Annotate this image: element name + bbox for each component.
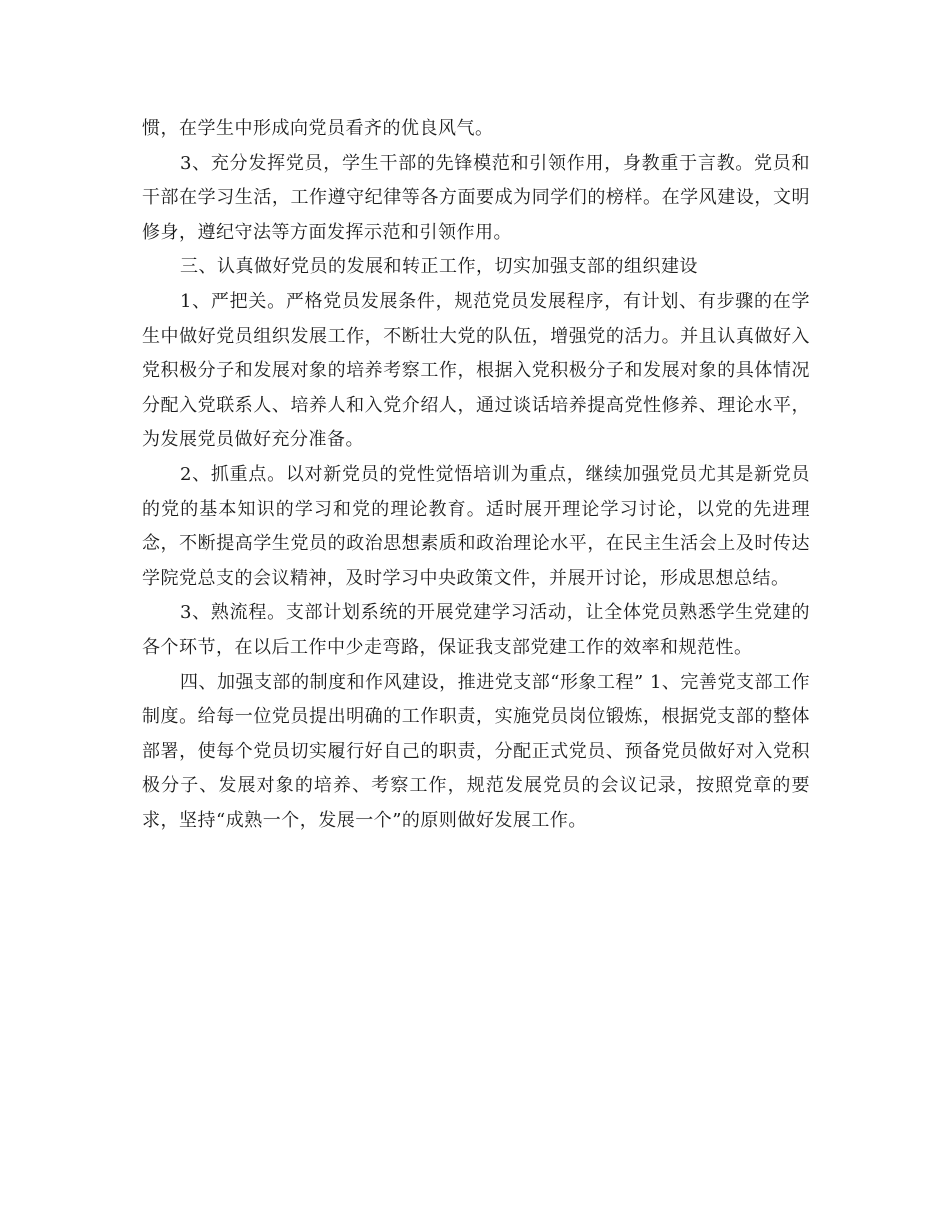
paragraph-item-3-vanguard: 3、充分发挥党员，学生干部的先锋模范和引领作用，身教重于言教。党员和干部在学习生活，工作遵守纪律等各方面要成为同学们的榜样。在学风建设，文明修身，遵纪守法等方面发挥示范和引领作用。 (142, 152, 810, 243)
paragraph-continuation: 惯，在学生中形成向党员看齐的优良风气。 (142, 118, 494, 139)
section-heading-3: 三、认真做好党员的发展和转正工作，切实加强支部的组织建设 (180, 256, 698, 278)
paragraph-item-3-process: 3、熟流程。支部计划系统的开展党建学习活动，让全体党员熟悉学生党建的各个环节，在以后工作中少走弯路，保证我支部党建工作的效率和规范性。 (142, 602, 810, 658)
document-body (142, 112, 810, 838)
paragraph-item-1-strict-checks: 1、严把关。严格党员发展条件，规范党员发展程序，有计划、有步骤的在学生中做好党员组织发展工作，不断壮大党的队伍，增强党的活力。并且认真做好入党积极分子和发展对象的培养考察工作，根据入党积极分子和发展对象的具体情况分配入党联系人、培养人和入党介绍人，通过谈话培养提高党性修养、理论水平，为发展党员做好充分准备。 (142, 290, 810, 451)
paragraph-item-2-key-points: 2、抓重点。以对新党员的党性觉悟培训为重点，继续加强党员尤其是新党员的党的基本知识的学习和党的理论教育。适时展开理论学习讨论，以党的先进理念，不断提高学生党员的政治思想素质和政治理论水平，在民主生活会上及时传达学院党总支的会议精神，及时学习中央政策文件，并展开讨论，形成思想总结。 (142, 463, 810, 589)
paragraph-section-4: 四、加强支部的制度和作风建设，推进党支部“形象工程” 1、完善党支部工作制度。给每一位党员提出明确的工作职责，实施党员岗位锻炼，根据党支部的整体部署，使每个党员切实履行好自己的职责，分配正式党员、预备党员做好对入党积极分子、发展对象的培养、考察工作，规范发展党员的会议记录，按照党章的要求，坚持“成熟一个，发展一个”的原则做好发展工作。 (142, 671, 810, 831)
